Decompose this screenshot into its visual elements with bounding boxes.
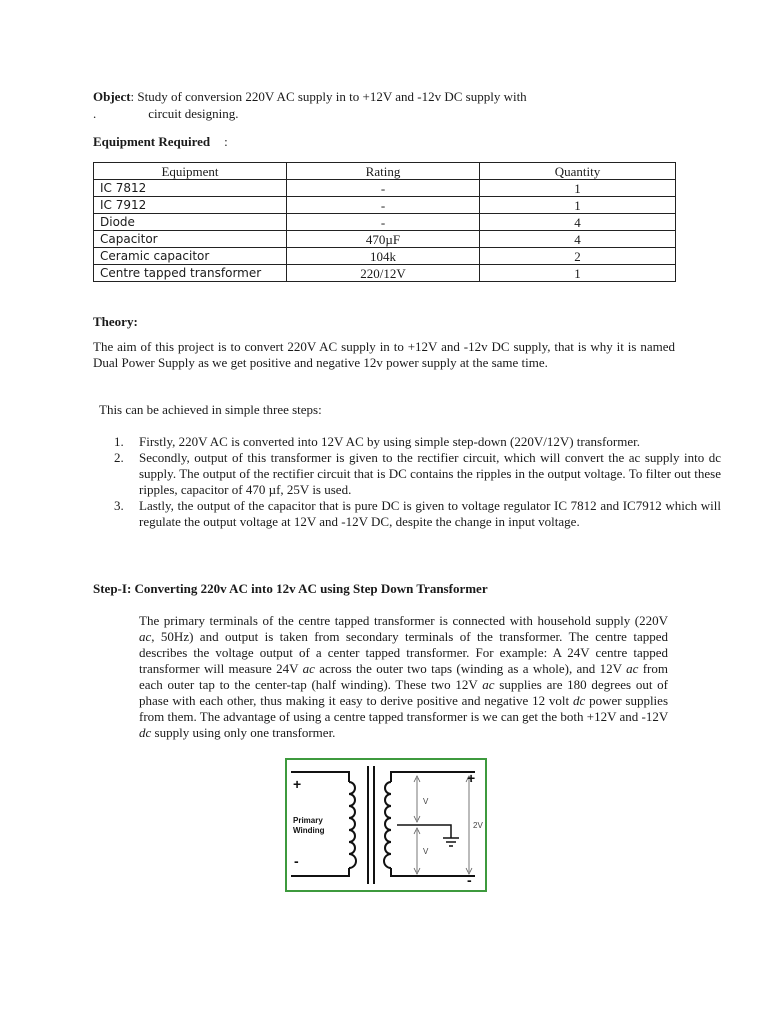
theory-heading-label: Theory: <box>93 314 138 329</box>
list-item <box>114 498 721 530</box>
steps-list <box>93 434 721 530</box>
theory-heading <box>93 314 138 330</box>
step1-text: supplies are 180 degrees out of phase with each other, thus making it easy to derive positive and negative 12 volt <box>139 677 668 708</box>
table-row <box>94 231 676 248</box>
secondary-minus-label: - <box>467 872 472 888</box>
step1-text: power supplies from them. The advantage of using a centre tapped transformer is we can get the both +12V and -12V <box>139 693 668 724</box>
table-cell: - <box>287 197 480 214</box>
table-cell: 220/12V <box>287 265 480 282</box>
equipment-table <box>93 162 676 282</box>
step1-text: across the outer two taps (winding as a whole), and 12V <box>314 661 627 676</box>
equipment-heading-label: Equipment Required <box>93 134 211 149</box>
step1-text: from each outer tap to the center-tap (half winding). These two 12V <box>139 661 668 692</box>
table-cell: 4 <box>480 214 676 231</box>
table-row <box>94 180 676 197</box>
steps-intro: This can be achieved in simple three steps: <box>99 402 322 417</box>
table-cell: Capacitor <box>94 231 287 248</box>
step1-text: supply using only one transformer. <box>151 725 336 740</box>
table-cell: - <box>287 214 480 231</box>
primary-winding-label-2: Winding <box>293 826 325 835</box>
table-cell: IC 7912 <box>94 197 287 214</box>
table-cell: Centre tapped transformer <box>94 265 287 282</box>
v-top-label: V <box>423 797 429 806</box>
list-item <box>114 450 721 498</box>
primary-plus-label: + <box>293 776 302 792</box>
step1-italic: ac <box>626 661 639 676</box>
table-cell: IC 7812 <box>94 180 287 197</box>
table-cell: 1 <box>480 180 676 197</box>
table-row <box>94 214 676 231</box>
list-text: Firstly, 220V AC is converted into 12V AC by using simple step-down (220V/12V) transformer. <box>139 434 640 449</box>
step1-italic: ac <box>482 677 495 692</box>
step1-heading-label: Step-I: Converting 220v AC into 12v AC using Step Down Transformer <box>93 581 488 596</box>
object-line <box>93 89 693 105</box>
object-text: : Study of conversion 220V AC supply in to +12V and -12v DC supply with <box>130 89 527 104</box>
list-text: Lastly, the output of the capacitor that is pure DC is given to voltage regulator IC 7812 and IC7912 which will regulate the output voltage at 12V and -12V DC, despite the change in input voltage. <box>139 498 721 529</box>
list-number: 1. <box>114 434 124 449</box>
step1-text: , 50Hz) and output is taken from secondary terminals of the transformer. The centre tapped describes the voltage output of a center tapped transformer. For example: A 24V centre tapped transformer will measure 24V <box>139 629 668 676</box>
list-item <box>114 434 721 450</box>
table-cell: Diode <box>94 214 287 231</box>
table-row <box>94 197 676 214</box>
table-header: Rating <box>287 163 480 180</box>
table-cell: 2 <box>480 248 676 265</box>
equipment-heading-colon: : <box>224 134 228 149</box>
v-bottom-label: V <box>423 847 429 856</box>
table-cell: Ceramic capacitor <box>94 248 287 265</box>
object-text-2: circuit designing. <box>148 106 239 121</box>
table-cell: 470µF <box>287 231 480 248</box>
table-cell: 1 <box>480 197 676 214</box>
list-text: Secondly, output of this transformer is given to the rectifier circuit, which will convert the ac supply into dc supply. The output of the rectifier circuit that is DC contains the ripples in the output voltage. To filter out these ripples, capacitor of 470 µf, 25V is used. <box>139 450 721 497</box>
table-cell: 1 <box>480 265 676 282</box>
table-header: Quantity <box>480 163 676 180</box>
equipment-heading <box>93 134 228 150</box>
table-header-row <box>94 163 676 180</box>
list-number: 2. <box>114 450 124 465</box>
list-number: 3. <box>114 498 124 513</box>
table-cell: 4 <box>480 231 676 248</box>
object-dot: . <box>93 106 97 121</box>
primary-minus-label: - <box>294 853 299 869</box>
table-row <box>94 248 676 265</box>
step1-text: The primary terminals of the centre tapped transformer is connected with household supply (220V <box>139 613 668 628</box>
step1-italic: dc <box>139 725 152 740</box>
step1-heading <box>93 581 488 597</box>
theory-paragraph: The aim of this project is to convert 220V AC supply in to +12V and -12v DC supply, that is why it is named Dual Power Supply as we get positive and negative 12v power supply at the same time. <box>93 339 675 370</box>
secondary-plus-label: + <box>467 770 476 786</box>
table-cell: - <box>287 180 480 197</box>
step1-italic: dc <box>572 693 586 708</box>
object-label: Object <box>93 89 131 104</box>
step1-italic: ac <box>302 661 315 676</box>
step1-paragraph <box>139 613 668 741</box>
step1-italic: ac <box>139 629 152 644</box>
two-v-label: 2V <box>473 821 483 830</box>
object-line-2 <box>93 106 693 122</box>
transformer-diagram <box>285 758 487 892</box>
table-row <box>94 265 676 282</box>
table-header: Equipment <box>94 163 287 180</box>
primary-winding-label-1: Primary <box>293 816 323 825</box>
table-cell: 104k <box>287 248 480 265</box>
